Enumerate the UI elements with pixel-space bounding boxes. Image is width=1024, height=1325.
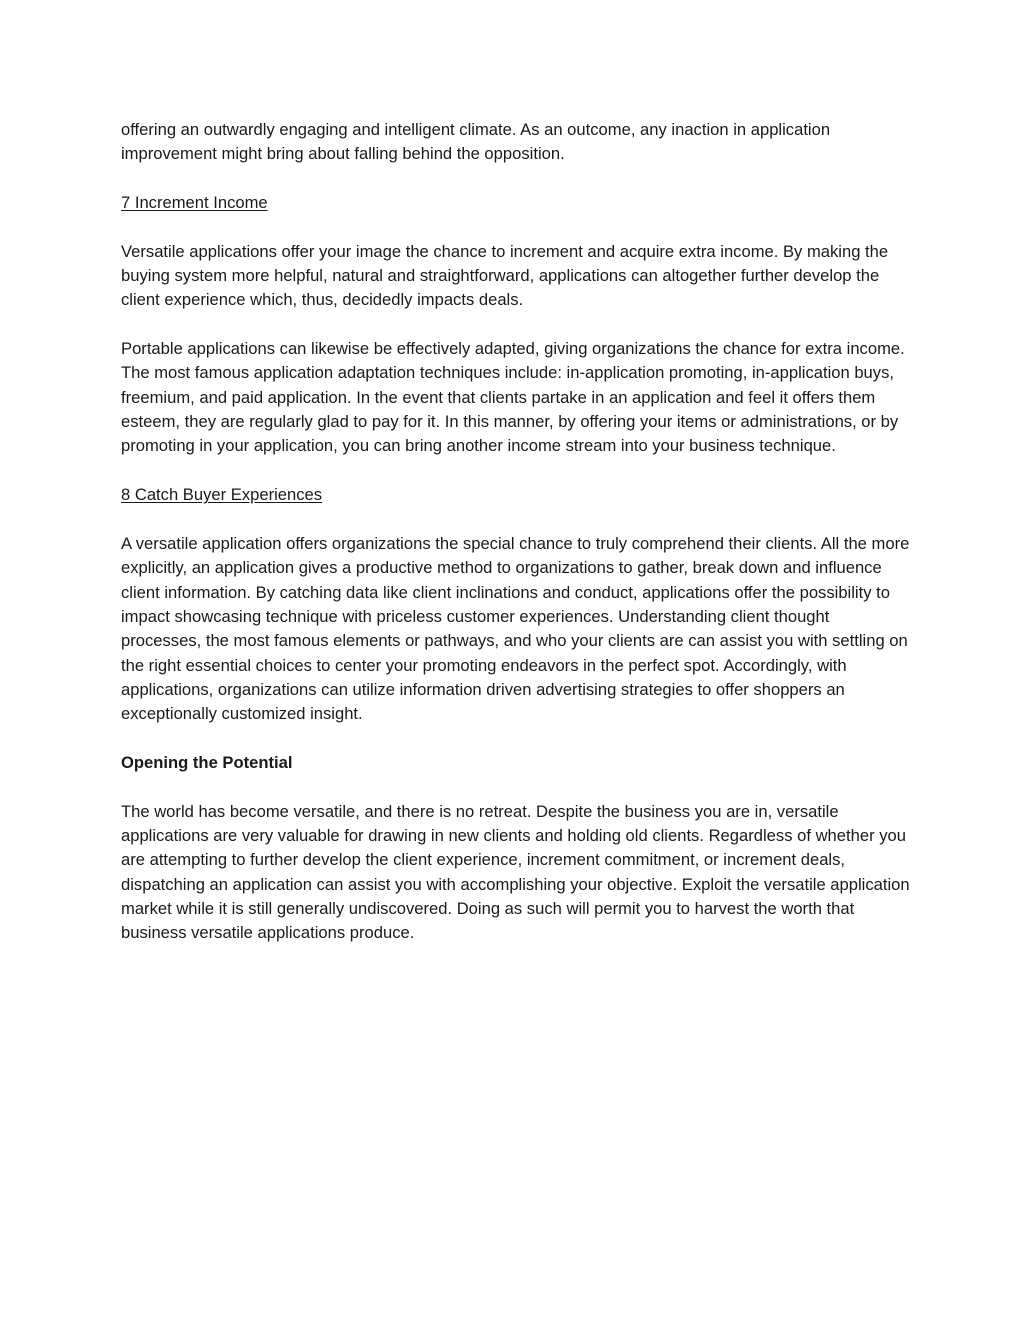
paragraph-income-benefits: Versatile applications offer your image the chance to increment and acquire extra income. By making the buying system more helpful, natural and straightforward, applications can altogether further develop the client experience which, thus, decidedly impacts deals. (121, 241, 889, 310)
section-heading-buyer-experiences: 8 Catch Buyer Experiences (121, 485, 323, 505)
paragraph-monetization: Portable applications can likewise be effectively adapted, giving organizations the chance for extra income. The most famous application adaptation techniques include: in-application promoting, in-application buys, freemium, and paid application. In the event that clients partake in an application and feel it offers them esteem, they are regularly glad to pay for it. In this manner, by offering your items or administrations, or by promoting in your application, you can bring another income stream into your business technique. (121, 339, 905, 456)
section-heading-increment-income: 7 Increment Income (121, 193, 268, 213)
paragraph-intro-continuation: offering an outwardly engaging and intelligent climate. As an outcome, any inaction in application improvement might bring about falling behind the opposition. (121, 120, 831, 164)
section-heading-opening-potential: Opening the Potential (121, 752, 293, 772)
paragraph-customer-insights: A versatile application offers organizations the special chance to truly comprehend their clients. All the more explicitly, an application gives a productive method to organizations to gather, break down and influence client information. By catching data like client inclinations and conduct, applications offer the possibility to impact showcasing technique with priceless customer experiences. Understanding client thought processes, the most famous elements or pathways, and who your clients are can assist you with settling on the right essential choices to center your promoting endeavors in the perfect spot. Accordingly, with applications, organizations can utilize information driven advertising strategies to offer shoppers an exceptionally customized insight. (121, 533, 910, 724)
document-body (121, 118, 911, 970)
paragraph-conclusion: The world has become versatile, and there is no retreat. Despite the business you are in, versatile applications are very valuable for drawing in new clients and holding old clients. Regardless of whether you are attempting to further develop the client experience, increment commitment, or increment deals, dispatching an application can assist you with accomplishing your objective. Exploit the versatile application market while it is still generally undiscovered. Doing as such will permit you to harvest the worth that business versatile applications produce. (121, 801, 910, 943)
